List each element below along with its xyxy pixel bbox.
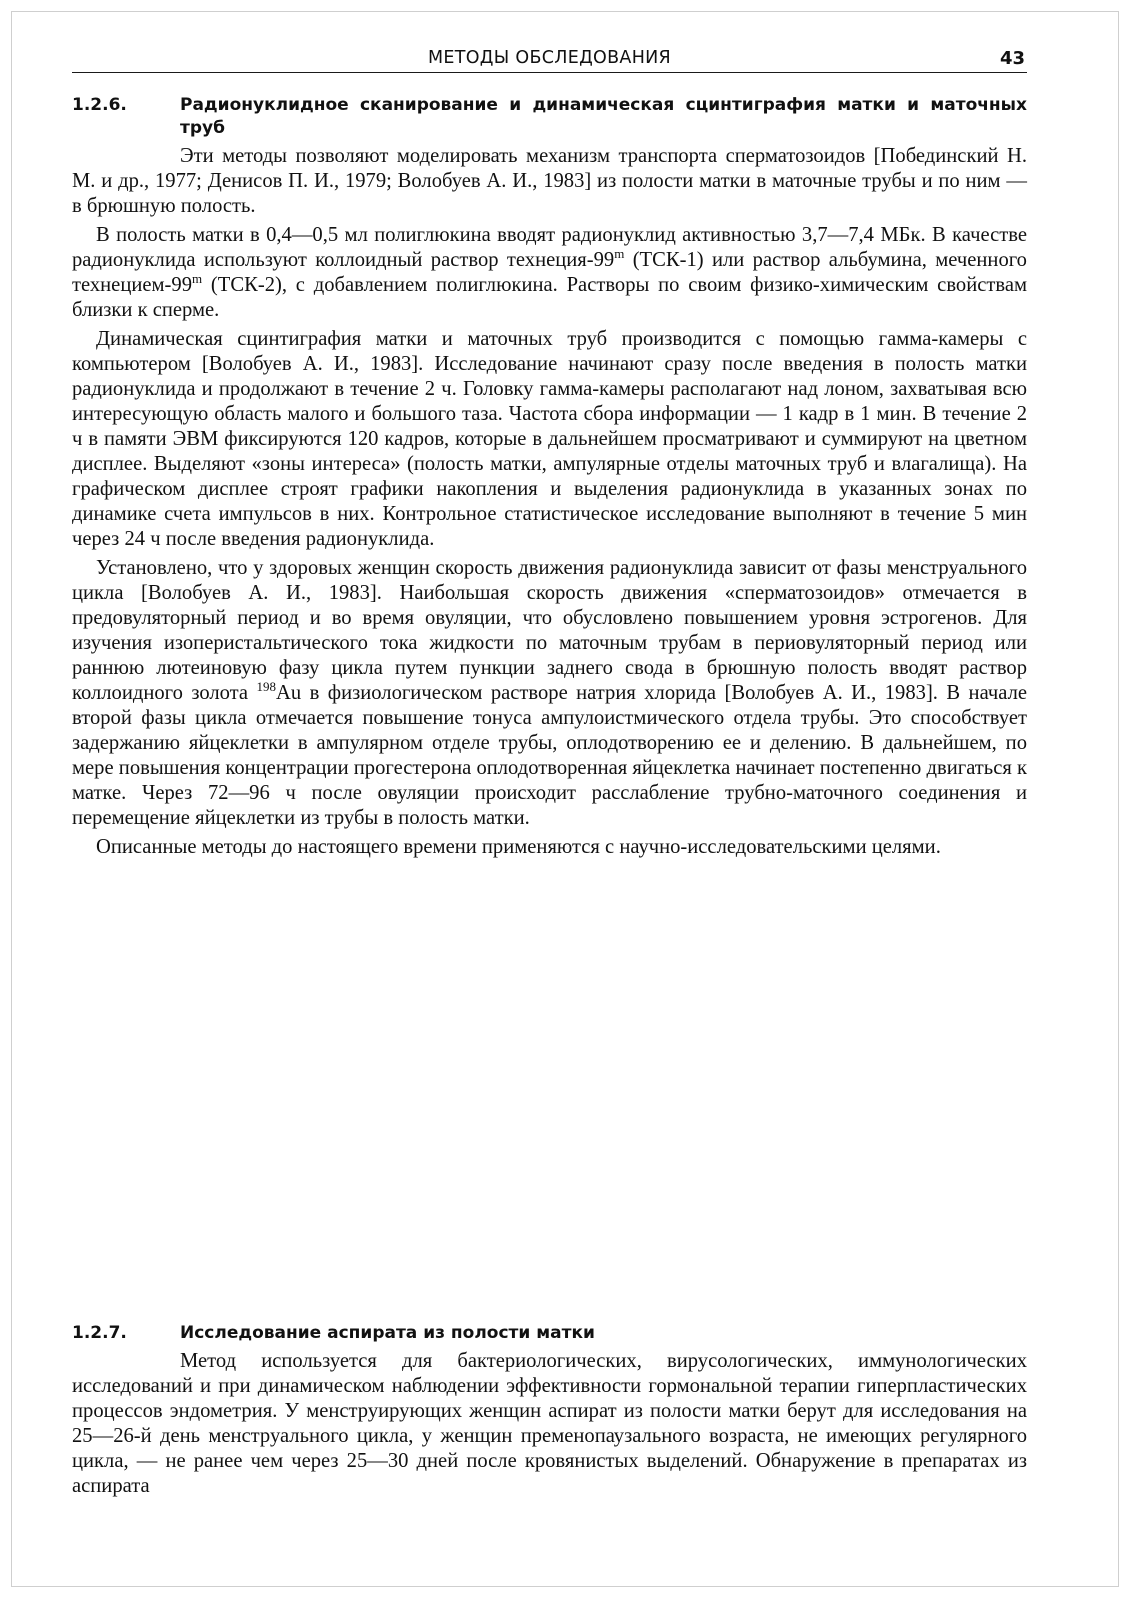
section-number: 1.2.7. [72,1323,127,1343]
paragraph: Установлено, что у здоровых женщин скорость движения радионуклида зависит от фазы менструального цикла [Волобуев А. И., 1983]. Наибольшая скорость движения «сперматозоидов» отмечается в предовуляторный период и во время овуляции, что обусловлено повышением уровня эстрогенов. Для изучения изоперистальтического тока жидкости по маточным трубам в периовуляторный период или раннюю лютеиновую фазу цикла путем пункции заднего свода в брюшную полость вводят раствор коллоидного золота $^{198}$Au в физиологическом растворе натрия хлорида [Волобуев А. И., 1983]. В начале второй фазы цикла отмечается повышение тонуса ампулоистмического отдела трубы. Это способствует задержанию яйцеклетки в ампулярном отделе трубы, оплодотворению ее и делению. В дальнейшем, по мере повышения концентрации прогестерона оплодотворенная яйцеклетка начинает постепенно двигаться к матке. Через 72—96 ч после овуляции происходит расслабление трубно-маточного соединения и перемещение яйцеклетки из трубы в полость матки. [72,557,1027,829]
superscript: m [192,271,203,287]
section-1-2-6 [72,94,1027,860]
section-heading [72,1322,1027,1345]
section-number: 1.2.6. [72,95,127,115]
section-title: Радионуклидное сканирование и динамическая сцинтиграфия матки и маточных труб [180,95,1027,138]
paragraph: В полость матки в 0,4—0,5 мл полиглюкина вводят радионуклид активностью 3,7—7,4 МБк. В качестве радионуклида используют коллоидный раствор технеция-99$^m$ (ТСК-1) или раствор альбумина, меченного технецием-99$^m$ (ТСК-2), с добавлением полиглюкина. Растворы по своим физико-химическим свойствам близки к сперме. [72,224,1027,321]
running-title: МЕТОДЫ ОБСЛЕДОВАНИЯ [427,48,672,68]
running-header [72,46,1027,73]
section-1-2-7 [72,1322,1027,1499]
paragraph: Эти методы позволяют моделировать механизм транспорта сперматозоидов [Побединский Н. М. и др., 1977; Денисов П. И., 1979; Волобуев А. И., 1983] из полости матки в маточные трубы и по ним — в брюшную полость. [72,145,1027,217]
section-heading [72,94,1027,140]
section-title: Исследование аспирата из полости матки [180,1323,595,1343]
paragraph: Описанные методы до настоящего времени применяются с научно-исследовательскими целями. [96,836,941,858]
paragraph: Метод используется для бактериологических, вирусологических, иммунологических исследований и при динамическом наблюдении эффективности гормональной терапии гиперпластических процессов эндометрия. У менструирующих женщин аспират из полости матки берут для исследования на 25—26-й день менструального цикла, у женщин пременопаузального возраста, не имеющих регулярного цикла, — не ранее чем через 25—30 дней после кровянистых выделений. Обнаружение в препаратах из аспирата [72,1350,1027,1497]
superscript: 198 [256,679,276,695]
page-number: 43 [999,48,1025,69]
superscript: m [614,246,625,262]
paragraph: Динамическая сцинтиграфия матки и маточных труб производится с помощью гамма-камеры с компьютером [Волобуев А. И., 1983]. Исследование начинают сразу после введения в полость матки радионуклида и продолжают в течение 2 ч. Головку гамма-камеры располагают над лоном, захватывая всю интересующую область малого и большого таза. Частота сбора информации — 1 кадр в 1 мин. В течение 2 ч в памяти ЭВМ фиксируются 120 кадров, которые в дальнейшем просматривают и суммируют на цветном дисплее. Выделяют «зоны интереса» (полость матки, ампулярные отделы маточных труб и влагалища). На графическом дисплее строят графики накопления и выделения радионуклида в указанных зонах по динамике счета импульсов в них. Контрольное статистическое исследование выполняют в течение 5 мин через 24 ч после введения радионуклида. [72,328,1027,550]
